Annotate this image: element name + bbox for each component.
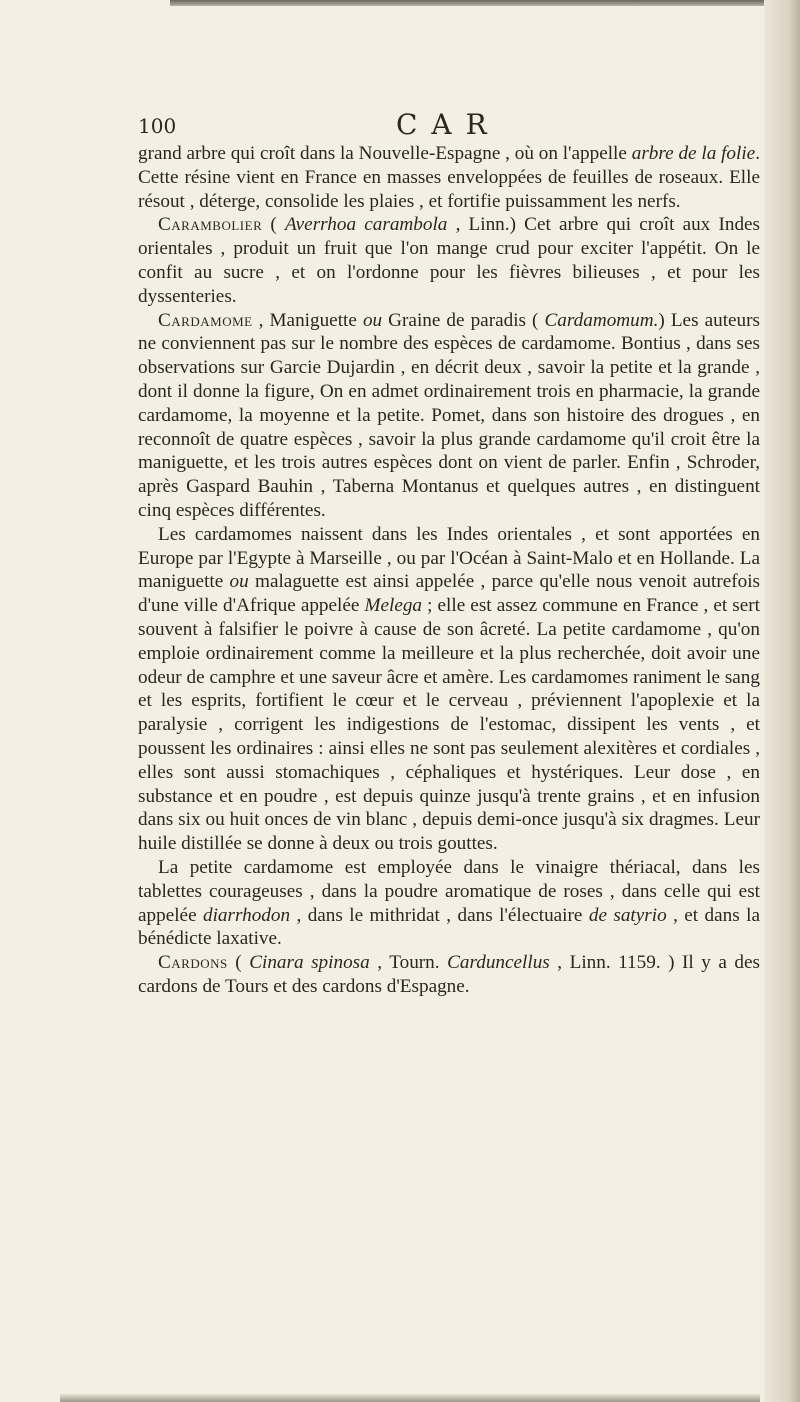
italic-text: de satyrio [588, 904, 667, 926]
body-text: ( [227, 952, 250, 974]
body-text: ( [262, 214, 285, 236]
body-text: , Linn.) Cet arbre qui croît aux Indes orientales , produit un fruit que l'on mange crud pour exciter l'appétit. On le confit au sucre , et on l'ordonne pour les fièvres bilieuses , et pour les dyssenteries. [138, 214, 761, 307]
dictionary-entry [138, 309, 760, 523]
paragraph [138, 523, 760, 856]
entry-headword: Cardamome [158, 309, 253, 331]
body-text: , Tourn. [369, 952, 448, 974]
body-text: ; elle est assez commune en France , et sert souvent à falsifier le poivre à cause de son âcreté. La petite cardamome , qu'on emploie ordinairement comme la meilleure et la plus recherchée, doit avoir une odeur de camphre et une saveur âcre et amère. Les cardamomes raniment le sang et les esprits, fortifient le cœur et le cerveau , préviennent l'apoplexie et la paralysie , corrigent les indigestions de l'estomac, dissipent les vents , et poussent les ordinaires : ainsi elles ne sont pas seulement alexitères et cordiales , elles sont aussi stomachiques , céphaliques et hystériques. Leur dose , en substance et en poudre , est depuis quinze jusqu'à trente grains , et en infusion dans six ou huit onces de vin blanc , depuis demi-once jusqu'à six dragmes. Leur huile distillée se donne à deux ou trois gouttes. [138, 595, 760, 855]
paragraph [138, 142, 760, 213]
running-head: CAR [396, 108, 501, 141]
italic-text: Melega [364, 595, 423, 617]
italic-text: ou [229, 571, 249, 593]
body-text: Graine de paradis ( [382, 309, 545, 331]
page-edge-shadow [764, 0, 800, 1402]
italic-text: arbre de la folie [631, 143, 756, 164]
dictionary-text-block [138, 142, 760, 999]
body-text: , dans le mithridat , dans l'électuaire [290, 904, 589, 926]
italic-text: Averrhoa carambola [285, 214, 448, 236]
body-text: Les cardamomes naissent dans les Indes orientales , et sont apportées en Europe par l'Egypte à Marseille , ou par l'Océan à Saint-Malo et en Hollande. La maniguette [138, 523, 760, 593]
italic-text: ou [362, 309, 383, 331]
body-text: malaguette est ainsi appelée , parce qu'elle nous venoit autrefois d'une ville d'Afrique appelée [138, 571, 760, 617]
entry-headword: Carambolier [158, 214, 263, 236]
italic-text: Carduncellus [447, 952, 550, 974]
body-text: , et dans la bénédicte laxative. [138, 904, 760, 950]
body-text: ) Les auteurs ne conviennent pas sur le nombre des espèces de cardamome. Bontius , dans ses observations sur Garcie Dujardin , en décrit deux , savoir la petite et la grande , dont il donne la figure, On en admet ordinairement trois en pharmacie, la grande cardamome, la moyenne et la petite. Pomet, dans son histoire des drogues , en reconnoît de quatre espèces , savoir la plus grande cardamome qu'il croit être la maniguette, et les trois autres espèces dont on vient de parler. Enfin , Schroder, après Gaspard Bauhin , Taberna Montanus et quelques autres , en distinguent cinq espèces différentes. [138, 309, 760, 521]
page-number: 100 [138, 114, 177, 138]
paragraph [138, 856, 760, 951]
top-page-rule [170, 0, 770, 6]
italic-text: Cardamomum. [544, 309, 659, 331]
dictionary-entry [138, 951, 760, 999]
body-text: La petite cardamome est employée dans le vinaigre thériacal, dans les tablettes courageuses , dans la poudre aromatique de roses , dans celle qui est appelée [138, 856, 760, 926]
body-text: . Cette résine vient en France en masses enveloppées de feuilles de roseaux. Elle résout , déterge, consolide les plaies , et fortifie puissamment les nerfs. [138, 143, 760, 212]
body-text: , Linn. 1159. ) Il y a des cardons de Tours et des cardons d'Espagne. [138, 952, 760, 997]
dictionary-entry [138, 213, 760, 308]
entry-headword: Cardons [158, 952, 228, 974]
bottom-page-edge [60, 1394, 760, 1402]
italic-text: Cinara spinosa [249, 952, 370, 974]
italic-text: diarrhodon [203, 904, 291, 926]
body-text: , Maniguette [252, 309, 363, 331]
body-text: grand arbre qui croît dans la Nouvelle-Espagne , où on l'appelle [138, 143, 632, 164]
